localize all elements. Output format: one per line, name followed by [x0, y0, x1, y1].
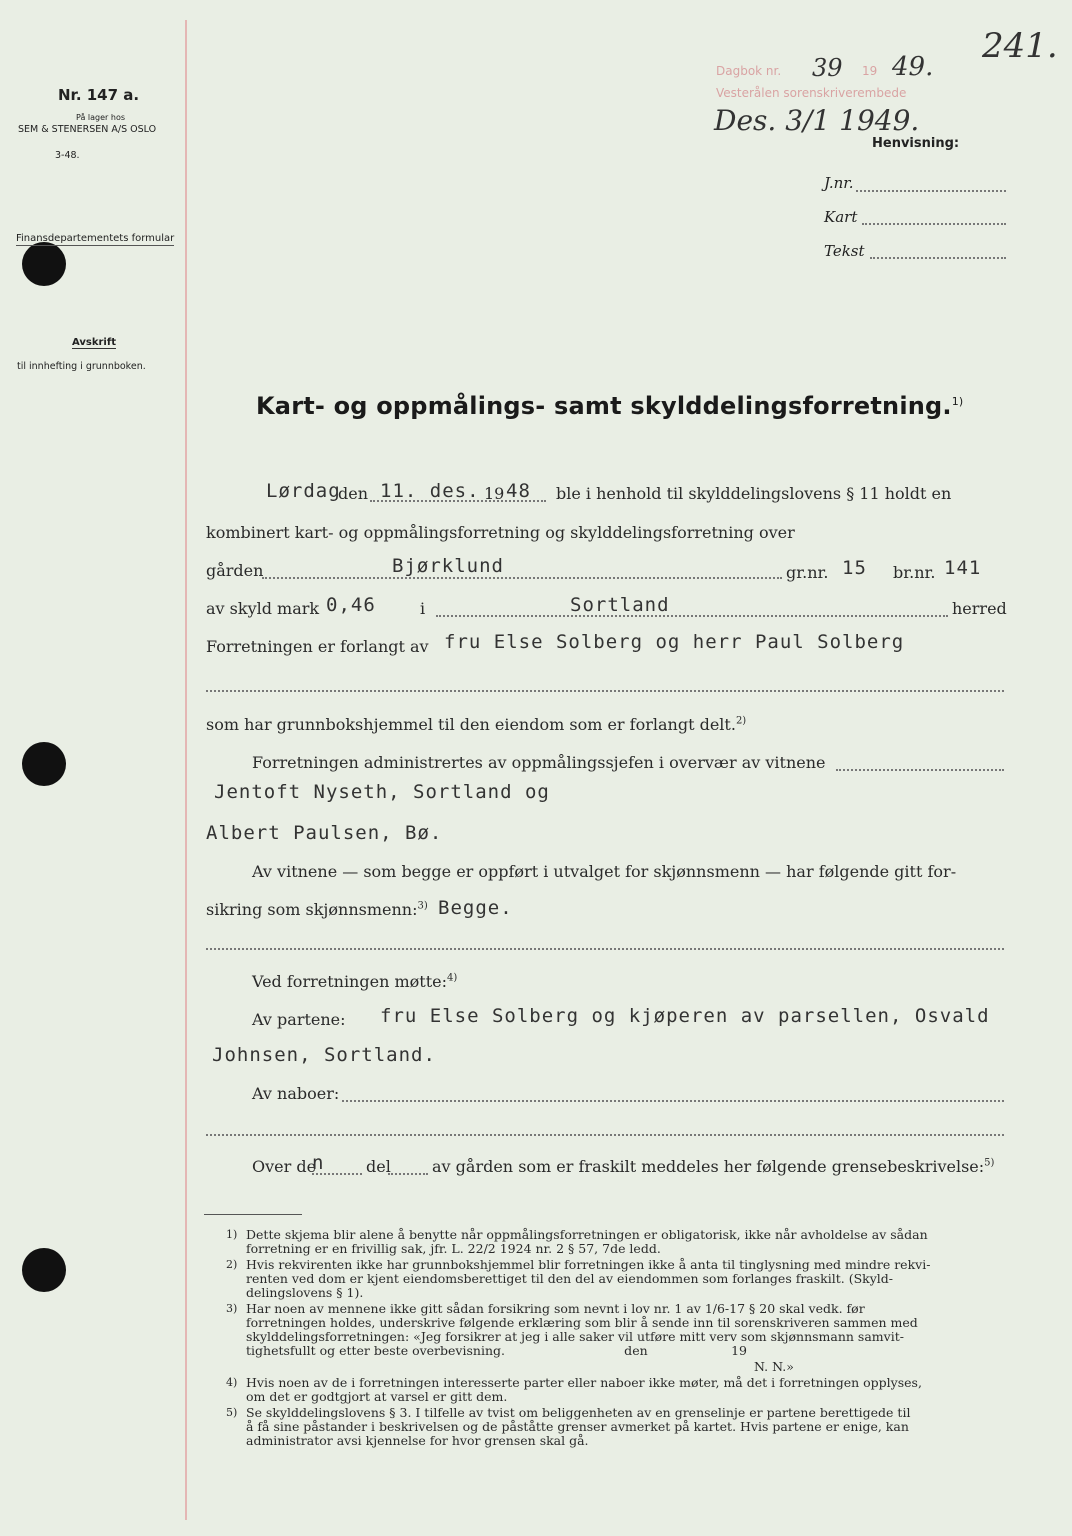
- herred-label: herred: [952, 599, 1007, 618]
- parties-line-1: fru Else Solberg og kjøperen av parsellen, Osvald: [380, 1005, 990, 1027]
- footnote-mark: 4): [226, 1376, 238, 1389]
- meeting-date: 11. des.: [380, 480, 480, 502]
- footnote-ref-2: 2): [735, 715, 747, 727]
- meeting-year: 48: [506, 480, 531, 502]
- body-line-2: kombinert kart- og oppmålingsforretning og skylddelingsforretning over: [206, 523, 795, 542]
- document-title-text: Kart- og oppmålings- samt skylddelingsforretning.: [256, 392, 952, 420]
- footnote-line: Se skylddelingslovens § 3. I tilfelle av tvist om beliggenheten av en grenselinje er partene berettigede til: [246, 1405, 911, 1420]
- requested-by-label: Forretningen er forlangt av: [206, 637, 429, 656]
- blank-line: [206, 1134, 1004, 1136]
- den-label: den: [338, 484, 369, 503]
- witness-statement-2: [206, 900, 428, 919]
- registration-date: Des. 3/1 1949.: [714, 104, 920, 137]
- footnote-line: Dette skjema blir alene å benytte når oppmålingsforretningen er obligatorisk, ikke når avholdelse av sådan: [246, 1227, 928, 1242]
- dagbok-year-prefix: 19: [862, 64, 878, 78]
- reference-heading: Henvisning:: [872, 136, 960, 151]
- bnr-value: 141: [944, 557, 982, 579]
- farm-label: gården: [206, 561, 264, 580]
- page-number: 241.: [982, 26, 1058, 66]
- date-line: [370, 500, 546, 502]
- farm-name: Bjørklund: [392, 555, 504, 577]
- blank-line: [206, 690, 1004, 692]
- reference-tekst-line: [870, 257, 1006, 259]
- footnote-line: skylddelingsforretningen: «Jeg forsikrer at jeg i alle saker vil utføre mitt verv som skjønnsmann samvit-: [246, 1329, 904, 1344]
- footnote-line: N. N.»: [754, 1359, 794, 1374]
- footnote-mark: 5): [226, 1406, 238, 1419]
- footnotes: [226, 1227, 1006, 1450]
- reference-jnr-label: J.nr.: [824, 174, 854, 192]
- punch-hole: [22, 1248, 66, 1292]
- footnote-ref-5: 5): [984, 1157, 995, 1169]
- over-line-1: [312, 1173, 362, 1175]
- over-label: Over de: [252, 1157, 317, 1176]
- footnote: [226, 1227, 1006, 1256]
- footnote: [226, 1375, 1006, 1404]
- witness-2: Albert Paulsen, Bø.: [206, 822, 443, 844]
- administered-line: Forretningen administrertes av oppmålingssjefen i overvær av vitnene: [252, 753, 826, 772]
- footnote-mark: 1): [226, 1228, 238, 1241]
- farm-line: [262, 577, 782, 579]
- reference-tekst-label: Tekst: [824, 242, 865, 260]
- footnote-line: Hvis rekvirenten ikke har grunnbokshjemmel blir forretningen ikke å anta til tinglysning med mindre rekvi-: [246, 1257, 931, 1272]
- print-date: 3-48.: [55, 150, 80, 161]
- title-holder-line: [206, 715, 746, 734]
- footnote-mark: 3): [226, 1302, 238, 1315]
- witness-line: [836, 769, 1004, 771]
- skyld-label: av skyld mark: [206, 599, 320, 618]
- dagbok-number: 39: [812, 54, 843, 82]
- parties-line-2: Johnsen, Sortland.: [212, 1044, 436, 1066]
- court-office-stamp: Vesterålen sorenskriverembede: [716, 86, 907, 100]
- skyld-value: 0,46: [326, 594, 376, 616]
- footnote-line: Har noen av mennene ikke gitt sådan forsikring som nevnt i lov nr. 1 av 1/6-17 § 20 skal vedk. før: [246, 1301, 865, 1316]
- year-prefix: 19: [484, 484, 505, 503]
- form-number: Nr. 147 a.: [58, 86, 140, 104]
- margin-rule: [185, 20, 187, 1520]
- footnote-line: administrator avsi kjennelse for hvor grensen skal gå.: [246, 1433, 589, 1448]
- printer-line-1: På lager hos: [76, 113, 125, 122]
- del-label: del: [366, 1157, 391, 1176]
- document-title: [256, 392, 963, 420]
- gnr-label: gr.nr.: [786, 563, 829, 582]
- footnote: [226, 1405, 1006, 1448]
- footnote-line: Hvis noen av de i forretningen interesserte parter eller naboer ikke møter, må det i forretningen opplyses,: [246, 1375, 922, 1390]
- footnote-line: delingslovens § 1).: [246, 1285, 364, 1300]
- footnote-line: renten ved dom er kjent eiendomsberettiget til den del av eiendommen som forlanges fraskilt. (Skyld-: [246, 1271, 894, 1286]
- ministry-label: Finansdepartementets formular: [16, 233, 175, 244]
- reference-kart-label: Kart: [824, 208, 858, 226]
- witness-1: Jentoft Nyseth, Sortland og: [214, 781, 550, 803]
- footnote-mark: 2): [226, 1258, 238, 1271]
- reference-kart-line: [862, 223, 1006, 225]
- dagbok-year: 49.: [892, 52, 934, 82]
- attended-text: Ved forretningen møtte:: [252, 972, 447, 991]
- copy-subtitle: til innhefting i grunnboken.: [17, 361, 146, 372]
- body-line-1: ble i henhold til skylddelingslovens § 11 holdt en: [556, 484, 952, 503]
- footnote: [226, 1301, 1006, 1358]
- boundary-line: [432, 1157, 994, 1176]
- weekday: Lørdag: [266, 480, 341, 502]
- neighbours-label: Av naboer:: [252, 1084, 340, 1103]
- footnote: [226, 1257, 1006, 1300]
- bnr-label: br.nr.: [893, 563, 936, 582]
- attended-label: [252, 972, 457, 991]
- footnote-line: forretningen holdes, underskrive følgende erklæring som blir å sende inn til sorenskriveren sammen med: [246, 1315, 918, 1330]
- municipality: Sortland: [570, 594, 670, 616]
- title-holder-text: som har grunnbokshjemmel til den eiendom som er forlangt delt.: [206, 715, 736, 734]
- witness-statement-1: Av vitnene — som begge er oppført i utvalget for skjønnsmenn — har følgende gitt for-: [252, 862, 957, 881]
- over-suffix: n: [312, 1152, 325, 1174]
- gnr-value: 15: [842, 557, 867, 579]
- dagbok-label: Dagbok nr.: [716, 64, 782, 78]
- parties-label: Av partene:: [252, 1010, 346, 1029]
- footnote-rule: [204, 1214, 302, 1215]
- punch-hole: [22, 242, 66, 286]
- footnote: [246, 1360, 1006, 1374]
- footnote-ref-3: 3): [417, 900, 428, 912]
- over-line-2: [388, 1173, 428, 1175]
- footnote-line: forretning er en frivillig sak, jfr. L. 22/2 1924 nr. 2 § 57, 7de ledd.: [246, 1241, 661, 1256]
- printer-line-2: SEM & STENERSEN A/S OSLO: [18, 124, 157, 135]
- witness-statement-text: sikring som skjønnsmenn:: [206, 900, 418, 919]
- in-label: i: [420, 599, 426, 618]
- footnote-line: å få sine påstander i beskrivelsen og de påståtte grenser avmerket på kartet. Hvis partene er enige, kan: [246, 1419, 909, 1434]
- boundary-text: av gården som er fraskilt meddeles her følgende grensebeskrivelse:: [432, 1157, 985, 1176]
- blank-line: [206, 948, 1004, 950]
- reference-jnr-line: [856, 190, 1006, 192]
- footnote-line: tighetsfullt og etter beste overbevisning. den 19: [246, 1343, 747, 1358]
- copy-title: Avskrift: [72, 337, 116, 348]
- neighbours-line: [342, 1100, 1004, 1102]
- requested-by: fru Else Solberg og herr Paul Solberg: [444, 631, 905, 653]
- punch-hole: [22, 742, 66, 786]
- title-footnote-ref: 1): [951, 395, 964, 408]
- oath-answer: Begge.: [438, 897, 513, 919]
- footnote-line: om det er godtgjort at varsel er gitt dem.: [246, 1389, 508, 1404]
- footnote-ref-4: 4): [446, 972, 458, 984]
- herred-line: [436, 615, 948, 617]
